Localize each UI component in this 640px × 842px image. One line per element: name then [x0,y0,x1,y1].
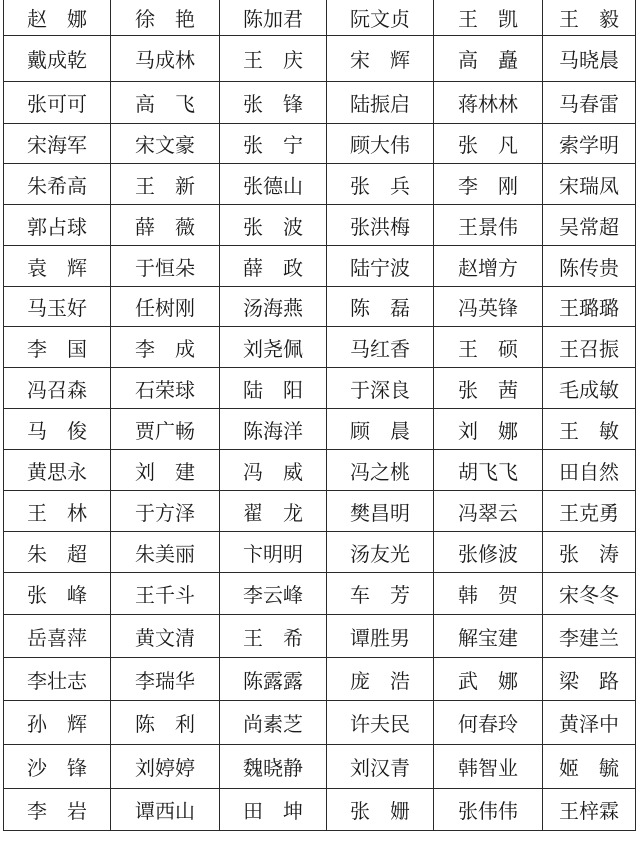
name-cell: 李 岩 [4,789,111,831]
name-table-body [4,0,636,831]
name-cell: 王召振 [543,327,636,368]
name-cell: 郭占球 [4,205,111,246]
name-cell: 冯之桃 [327,450,434,491]
name-cell: 张 凡 [434,124,543,164]
name-cell: 顾 晨 [327,409,434,450]
table-row [4,615,636,658]
name-cell: 张 茜 [434,368,543,409]
name-cell: 李 成 [111,327,220,368]
name-cell: 李建兰 [543,615,636,658]
table-row [4,124,636,164]
name-cell: 陈 利 [111,701,220,745]
table-row [4,164,636,205]
table-row [4,745,636,789]
name-cell: 冯英锋 [434,287,543,327]
name-cell: 刘 建 [111,450,220,491]
name-cell: 蒋林林 [434,82,543,124]
name-cell: 孙 辉 [4,701,111,745]
name-cell: 韩智业 [434,745,543,789]
name-cell: 陈 磊 [327,287,434,327]
name-cell: 宋文豪 [111,124,220,164]
table-row [4,0,636,36]
name-cell: 武 娜 [434,658,543,701]
name-cell: 陆 阳 [220,368,327,409]
name-cell: 谭胜男 [327,615,434,658]
name-cell: 李 刚 [434,164,543,205]
name-table [3,0,636,831]
name-cell: 张 宁 [220,124,327,164]
name-cell: 汤海燕 [220,287,327,327]
name-cell: 张洪梅 [327,205,434,246]
table-row [4,532,636,573]
name-cell: 陆振启 [327,82,434,124]
name-cell: 车 芳 [327,573,434,615]
name-cell: 王景伟 [434,205,543,246]
name-cell: 马 俊 [4,409,111,450]
name-cell: 于方泽 [111,491,220,532]
name-cell: 袁 辉 [4,246,111,287]
name-cell: 李云峰 [220,573,327,615]
name-cell: 张 涛 [543,532,636,573]
name-cell: 冯翠云 [434,491,543,532]
table-row [4,327,636,368]
name-cell: 王梓霖 [543,789,636,831]
name-cell: 刘婷婷 [111,745,220,789]
name-cell: 刘尧佩 [220,327,327,368]
name-cell: 张 波 [220,205,327,246]
name-cell: 许夫民 [327,701,434,745]
name-cell: 王 林 [4,491,111,532]
table-row [4,368,636,409]
name-cell: 姬 毓 [543,745,636,789]
name-cell: 张德山 [220,164,327,205]
table-row [4,491,636,532]
name-cell: 解宝建 [434,615,543,658]
table-row [4,82,636,124]
name-cell: 张 锋 [220,82,327,124]
name-cell: 王璐璐 [543,287,636,327]
name-cell: 薛 薇 [111,205,220,246]
name-cell: 庞 浩 [327,658,434,701]
name-cell: 尚素芝 [220,701,327,745]
name-cell: 任树刚 [111,287,220,327]
name-cell: 马红香 [327,327,434,368]
name-cell: 沙 锋 [4,745,111,789]
name-cell: 黄思永 [4,450,111,491]
name-cell: 岳喜萍 [4,615,111,658]
name-cell: 张伟伟 [434,789,543,831]
name-cell: 李壮志 [4,658,111,701]
name-cell: 张可可 [4,82,111,124]
name-cell: 刘汉青 [327,745,434,789]
table-row [4,701,636,745]
name-cell: 陈露露 [220,658,327,701]
name-cell: 樊昌明 [327,491,434,532]
name-cell: 李瑞华 [111,658,220,701]
name-cell: 顾大伟 [327,124,434,164]
table-row [4,450,636,491]
name-cell: 陈传贵 [543,246,636,287]
name-cell: 何春玲 [434,701,543,745]
name-cell: 王千斗 [111,573,220,615]
name-cell: 朱希高 [4,164,111,205]
name-cell: 黄泽中 [543,701,636,745]
name-cell: 宋瑞凤 [543,164,636,205]
table-row [4,789,636,831]
name-cell: 陆宁波 [327,246,434,287]
name-cell: 冯召森 [4,368,111,409]
name-cell: 吴常超 [543,205,636,246]
name-cell: 毛成敏 [543,368,636,409]
name-cell: 索学明 [543,124,636,164]
name-cell: 王 凯 [434,0,543,36]
table-row [4,658,636,701]
name-cell: 张 姗 [327,789,434,831]
name-cell: 谭西山 [111,789,220,831]
name-cell: 薛 政 [220,246,327,287]
name-cell: 田 坤 [220,789,327,831]
name-cell: 马春雷 [543,82,636,124]
name-cell: 宋海军 [4,124,111,164]
name-cell: 朱美丽 [111,532,220,573]
name-cell: 胡飞飞 [434,450,543,491]
name-cell: 张 峰 [4,573,111,615]
name-cell: 马晓晨 [543,36,636,82]
name-cell: 徐 艳 [111,0,220,36]
name-cell: 王 希 [220,615,327,658]
name-cell: 宋 辉 [327,36,434,82]
name-cell: 阮文贞 [327,0,434,36]
name-cell: 梁 路 [543,658,636,701]
name-cell: 王 毅 [543,0,636,36]
name-cell: 石荣球 [111,368,220,409]
name-cell: 王克勇 [543,491,636,532]
name-cell: 于恒朵 [111,246,220,287]
name-cell: 陈加君 [220,0,327,36]
name-cell: 宋冬冬 [543,573,636,615]
table-row [4,409,636,450]
name-cell: 陈海洋 [220,409,327,450]
name-cell: 高 矗 [434,36,543,82]
name-cell: 黄文清 [111,615,220,658]
name-cell: 于深良 [327,368,434,409]
table-row [4,205,636,246]
name-cell: 马成林 [111,36,220,82]
name-cell: 张修波 [434,532,543,573]
name-cell: 王 庆 [220,36,327,82]
table-row [4,287,636,327]
name-cell: 赵增方 [434,246,543,287]
name-cell: 朱 超 [4,532,111,573]
name-cell: 王 敏 [543,409,636,450]
table-row [4,36,636,82]
name-cell: 戴成乾 [4,36,111,82]
name-cell: 王 新 [111,164,220,205]
name-cell: 李 国 [4,327,111,368]
name-cell: 赵 娜 [4,0,111,36]
name-cell: 冯 威 [220,450,327,491]
name-cell: 田自然 [543,450,636,491]
name-cell: 翟 龙 [220,491,327,532]
name-cell: 卞明明 [220,532,327,573]
name-cell: 张 兵 [327,164,434,205]
name-cell: 高 飞 [111,82,220,124]
name-cell: 魏晓静 [220,745,327,789]
name-cell: 王 硕 [434,327,543,368]
name-cell: 韩 贺 [434,573,543,615]
name-cell: 贾广畅 [111,409,220,450]
name-cell: 马玉好 [4,287,111,327]
table-row [4,573,636,615]
name-cell: 刘 娜 [434,409,543,450]
table-row [4,246,636,287]
name-cell: 汤友光 [327,532,434,573]
